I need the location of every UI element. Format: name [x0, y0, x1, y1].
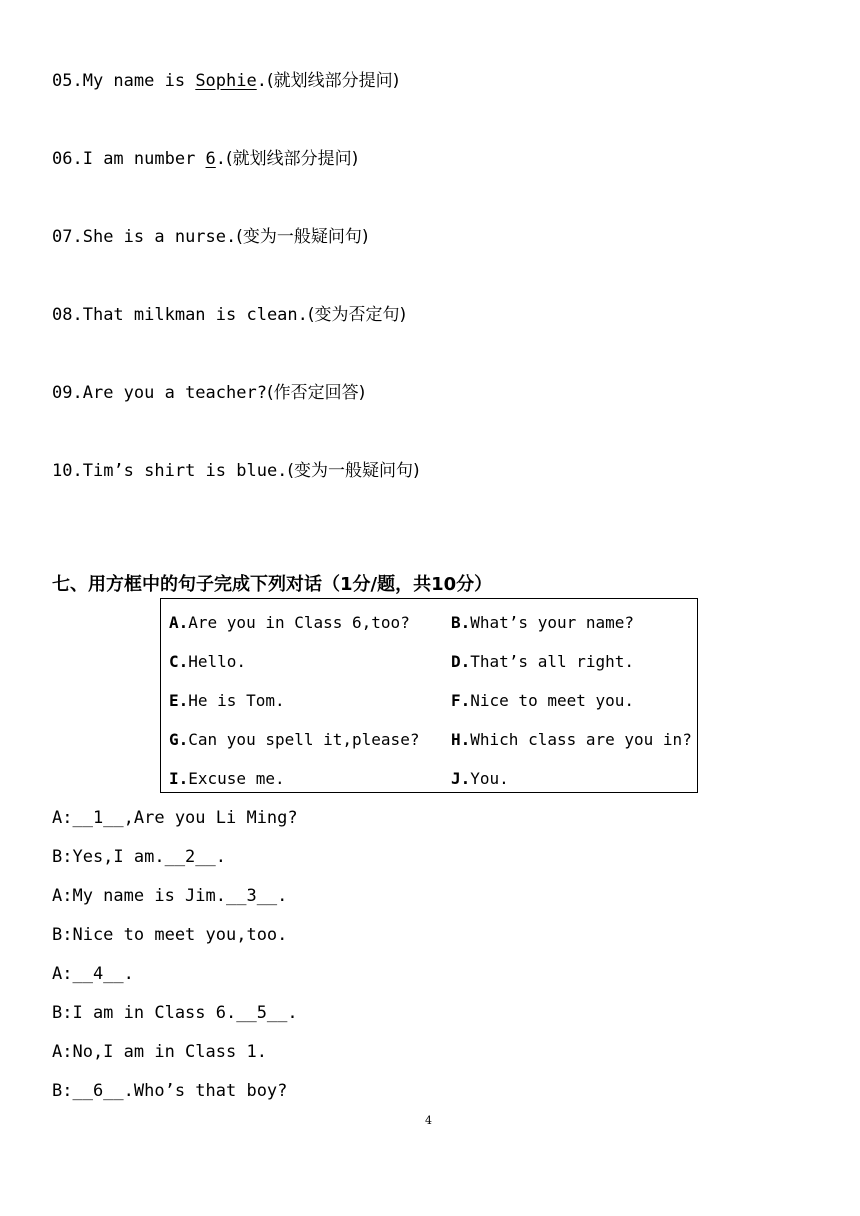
- question-number: 06.: [52, 149, 83, 169]
- option-h: H.Which class are you in?: [451, 730, 692, 749]
- underlined-word: Sophie: [195, 71, 257, 91]
- option-g: G.Can you spell it,please?: [169, 730, 420, 749]
- underlined-word: 6: [205, 149, 216, 169]
- question-text: She is a nurse.: [82, 227, 237, 247]
- question-09: [52, 378, 365, 403]
- option-i: I.Excuse me.: [169, 769, 285, 788]
- question-number: 07.: [52, 227, 83, 247]
- question-text: I am number: [82, 149, 206, 169]
- question-instruction: (就划线部分提问): [226, 149, 359, 169]
- question-punct: .: [215, 149, 227, 169]
- dialogue-line-5: A:__4__.: [52, 964, 134, 984]
- question-punct: .: [256, 71, 267, 91]
- question-number: 05.: [52, 71, 83, 91]
- question-text: Are you a teacher?: [82, 383, 267, 403]
- question-instruction: (就划线部分提问): [266, 71, 400, 91]
- option-e: E.He is Tom.: [169, 691, 285, 710]
- section-heading: 七、用方框中的句子完成下列对话（1分/题，共10分）: [52, 574, 493, 595]
- question-text: That milkman is clean.: [82, 305, 308, 325]
- dialogue-line-4: B:Nice to meet you,too.: [52, 925, 288, 945]
- dialogue-line-2: B:Yes,I am.__2__.: [52, 847, 226, 867]
- dialogue-line-7: A:No,I am in Class 1.: [52, 1042, 267, 1062]
- option-c: C.Hello.: [169, 652, 247, 671]
- option-j: J.You.: [451, 769, 509, 788]
- question-number: 09.: [52, 383, 83, 403]
- question-instruction: (变为一般疑问句): [287, 461, 420, 481]
- question-number: 10.: [52, 461, 83, 481]
- option-f: F.Nice to meet you.: [451, 691, 635, 710]
- question-05: [52, 66, 399, 91]
- question-instruction: (变为否定句): [307, 305, 407, 325]
- question-instruction: (变为一般疑问句): [236, 227, 369, 247]
- dialogue-line-8: B:__6__.Who’s that boy?: [52, 1081, 288, 1101]
- options-box: [160, 598, 698, 793]
- option-d: D.That’s all right.: [451, 652, 635, 671]
- question-07: [52, 222, 369, 247]
- question-10: [52, 456, 420, 481]
- question-text: My name is: [82, 71, 196, 91]
- option-b: B.What’s your name?: [451, 613, 635, 632]
- question-number: 08.: [52, 305, 83, 325]
- question-text: Tim’s shirt is blue.: [82, 461, 288, 481]
- dialogue-line-6: B:I am in Class 6.__5__.: [52, 1003, 298, 1023]
- question-instruction: (作否定回答): [266, 383, 366, 403]
- dialogue-line-3: A:My name is Jim.__3__.: [52, 886, 288, 906]
- question-06: [52, 144, 358, 169]
- dialogue-line-1: A:__1__,Are you Li Ming?: [52, 808, 298, 828]
- option-a: A.Are you in Class 6,too?: [169, 613, 410, 632]
- page-number: 4: [425, 1114, 432, 1127]
- question-08: [52, 300, 406, 325]
